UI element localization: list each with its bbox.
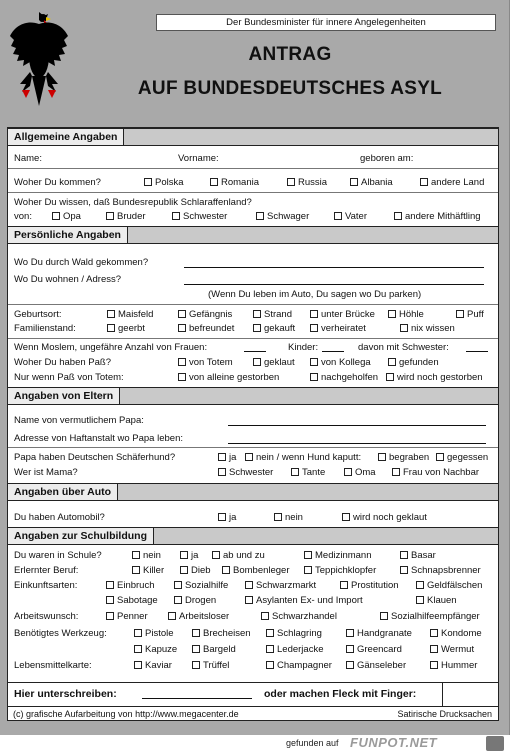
checkbox[interactable] (392, 468, 400, 476)
arbeit-option[interactable]: Penner (106, 610, 148, 623)
mascot-icon (486, 736, 504, 751)
source-option[interactable]: Schwester (172, 210, 227, 223)
signature-line[interactable] (142, 698, 252, 699)
arbeit-label: Arbeitswunsch: (14, 611, 79, 622)
hund-option[interactable]: ja (218, 451, 236, 464)
hund-option[interactable]: gegessen (436, 451, 488, 464)
section-personal-title: Persönliche Angaben (8, 227, 128, 243)
form-title-line2: AUF BUNDESDEUTSCHES ASYL (137, 78, 443, 99)
geburtsort-option[interactable]: unter Brücke (310, 308, 375, 321)
checkbox[interactable] (416, 581, 424, 589)
schule-option[interactable]: Basar (400, 549, 436, 562)
section-school (8, 527, 498, 545)
automobil-option[interactable]: nein (274, 511, 303, 524)
lebensmittel-label: Lebensmittelkarte: (14, 660, 92, 671)
checkbox[interactable] (218, 453, 226, 461)
checkbox[interactable] (310, 324, 318, 332)
beruf-option[interactable]: Killer (132, 564, 164, 577)
automobil-option[interactable]: wird noch geklaut (342, 511, 427, 524)
checkbox[interactable] (430, 645, 438, 653)
einkunft-label: Einkunftsarten: (14, 580, 78, 591)
papa-answer-line[interactable] (228, 425, 486, 426)
einkunft-option[interactable]: Prostitution (340, 579, 399, 592)
lebensmittel-option[interactable]: Hummer (430, 659, 477, 672)
source-option[interactable]: Opa (52, 210, 81, 223)
arbeit-option[interactable]: Arbeitsloser (168, 610, 229, 623)
checkbox[interactable] (400, 566, 408, 574)
checkbox[interactable] (178, 358, 186, 366)
wald-label: Wo Du durch Wald gekommen? (14, 257, 149, 268)
checkbox[interactable] (400, 324, 408, 332)
geburtsort-option[interactable]: Puff (456, 308, 484, 321)
familienstand-option[interactable]: verheiratet (310, 322, 366, 335)
automobil-option[interactable]: ja (218, 511, 236, 524)
checkbox[interactable] (245, 596, 253, 604)
hund-option[interactable]: nein / wenn Hund kaputt: (245, 451, 361, 464)
eagle-emblem-icon (8, 10, 70, 108)
werkzeug-option[interactable]: Wermut (430, 643, 474, 656)
checkbox[interactable] (172, 212, 180, 220)
werkzeug-option[interactable]: Kapuze (134, 643, 177, 656)
checkbox[interactable] (346, 629, 354, 637)
checkbox[interactable] (106, 212, 114, 220)
werkzeug-option[interactable]: Kondome (430, 627, 482, 640)
familienstand-label: Familienstand: (14, 323, 76, 334)
totem-label: Nur wenn Paß von Totem: (14, 372, 124, 383)
mama-option[interactable]: Schwester (218, 466, 273, 479)
werkzeug-option[interactable]: Brecheisen (192, 627, 251, 640)
einkunft-option[interactable]: Drogen (174, 594, 216, 607)
schule-option[interactable]: Medizinmann (304, 549, 372, 562)
checkbox[interactable] (346, 661, 354, 669)
checkbox[interactable] (378, 453, 386, 461)
schwester-answer-line[interactable] (466, 351, 488, 352)
totem-option[interactable]: nachgeholfen (310, 371, 378, 384)
hund-label: Papa haben Deutschen Schäferhund? (14, 452, 176, 463)
beruf-option[interactable]: Bombenleger (222, 564, 290, 577)
checkbox[interactable] (256, 212, 264, 220)
geburtsort-option[interactable]: Höhle (388, 308, 424, 321)
beruf-option[interactable]: Schnapsbrenner (400, 564, 481, 577)
row-separator (8, 447, 498, 448)
werkzeug-option[interactable]: Schlagring (266, 627, 322, 640)
werkzeug-option[interactable]: Greencard (346, 643, 402, 656)
section-school-title: Angaben zur Schulbildung (8, 528, 154, 544)
pass-option[interactable]: von Kollega (310, 356, 371, 369)
automobil-label: Du haben Automobil? (14, 512, 105, 523)
schwester-label: davon mit Schwester: (358, 342, 449, 353)
checkbox[interactable] (266, 629, 274, 637)
mama-label: Wer ist Mama? (14, 467, 78, 478)
checkbox[interactable] (350, 178, 358, 186)
checkbox[interactable] (430, 661, 438, 669)
checkbox[interactable] (388, 358, 396, 366)
auto-parking-note: (Wenn Du leben im Auto, Du sagen wo Du parken) (208, 289, 422, 300)
checkbox[interactable] (180, 551, 188, 559)
arbeit-option[interactable]: Sozialhilfeempfänger (380, 610, 480, 623)
section-car-title: Angaben über Auto (8, 484, 118, 500)
sign-here-label: Hier unterschreiben: (14, 688, 117, 700)
checkbox[interactable] (400, 551, 408, 559)
mama-option[interactable]: Frau von Nachbar (392, 466, 479, 479)
checkbox[interactable] (174, 581, 182, 589)
checkbox[interactable] (222, 566, 230, 574)
checkbox[interactable] (291, 468, 299, 476)
checkbox[interactable] (134, 645, 142, 653)
vorname-label: Vorname: (178, 153, 219, 164)
checkbox[interactable] (436, 453, 444, 461)
checkbox[interactable] (430, 629, 438, 637)
einkunft-option[interactable]: Klauen (416, 594, 457, 607)
source-option[interactable]: Schwager (256, 210, 309, 223)
lebensmittel-option[interactable]: Gänseleber (346, 659, 406, 672)
wissen-label: Woher Du wissen, daß Bundesrepublik Schlaraffenland? (14, 197, 252, 208)
checkbox[interactable] (386, 373, 394, 381)
kinder-label: Kinder: (288, 342, 319, 353)
form-title-line1: ANTRAG (248, 44, 332, 65)
funpot-logo[interactable]: FUNPOT.NET (350, 735, 438, 750)
pass-option[interactable]: von Totem (178, 356, 233, 369)
section-car (8, 483, 498, 501)
country-option[interactable]: Romania (210, 176, 259, 189)
checkbox[interactable] (266, 661, 274, 669)
section-parents (8, 387, 498, 405)
section-personal (8, 226, 498, 244)
checkbox[interactable] (310, 358, 318, 366)
wohnen-label: Wo Du wohnen / Adress? (14, 274, 122, 285)
familienstand-option[interactable]: geerbt (107, 322, 145, 335)
checkbox[interactable] (180, 566, 188, 574)
checkbox[interactable] (212, 551, 220, 559)
beruf-option[interactable]: Dieb (180, 564, 211, 577)
einkunft-option[interactable]: Geldfälschen (416, 579, 482, 592)
schule-option[interactable]: ab und zu (212, 549, 265, 562)
name-label: Name: (14, 153, 42, 164)
checkbox[interactable] (106, 612, 114, 620)
checkbox[interactable] (107, 324, 115, 332)
familienstand-option[interactable]: befreundet (178, 322, 234, 335)
checkbox[interactable] (456, 310, 464, 318)
arbeit-option[interactable]: Schwarzhandel (261, 610, 337, 623)
beruf-option[interactable]: Teppichklopfer (304, 564, 376, 577)
checkbox[interactable] (245, 453, 253, 461)
checkbox[interactable] (266, 645, 274, 653)
row-separator (8, 304, 498, 305)
source-option[interactable]: Vater (334, 210, 367, 223)
checkbox[interactable] (253, 358, 261, 366)
checkbox[interactable] (344, 468, 352, 476)
einkunft-option[interactable]: Asylanten Ex- und Import (245, 594, 363, 607)
checkbox[interactable] (394, 212, 402, 220)
checkbox[interactable] (245, 581, 253, 589)
lebensmittel-option[interactable]: Champagner (266, 659, 332, 672)
source-option[interactable]: andere Mithäftling (394, 210, 481, 223)
von-label: von: (14, 211, 32, 222)
frauen-answer-line[interactable] (244, 351, 266, 352)
footer-bar (0, 735, 510, 753)
found-on-label: gefunden auf (286, 738, 339, 748)
moslem-label: Wenn Moslem, ungefähre Anzahl von Frauen: (14, 342, 208, 353)
checkbox[interactable] (134, 629, 142, 637)
fingerprint-box[interactable] (442, 683, 498, 707)
familienstand-option[interactable]: gekauft (253, 322, 295, 335)
kinder-answer-line[interactable] (322, 351, 344, 352)
checkbox[interactable] (134, 661, 142, 669)
checkbox[interactable] (310, 310, 318, 318)
country-option[interactable]: Albania (350, 176, 393, 189)
mama-option[interactable]: Tante (291, 466, 325, 479)
signature-row (8, 682, 498, 706)
checkbox[interactable] (218, 513, 226, 521)
fingerprint-label: oder machen Fleck mit Finger: (264, 688, 417, 700)
country-option[interactable]: Russia (287, 176, 327, 189)
pass-label: Woher Du haben Paß? (14, 357, 111, 368)
pass-option[interactable]: geklaut (253, 356, 295, 369)
country-option[interactable]: Polska (144, 176, 184, 189)
werkzeug-label: Benötigtes Werkzeug: (14, 628, 107, 639)
checkbox[interactable] (416, 596, 424, 604)
lebensmittel-option[interactable]: Kaviar (134, 659, 172, 672)
haft-answer-line[interactable] (228, 443, 486, 444)
checkbox[interactable] (210, 178, 218, 186)
credits-left: (c) grafische Aufarbeitung von http://www.megacenter.de (13, 709, 239, 719)
checkbox[interactable] (287, 178, 295, 186)
werkzeug-option[interactable]: Pistole (134, 627, 174, 640)
checkbox[interactable] (106, 581, 114, 589)
checkbox[interactable] (178, 310, 186, 318)
checkbox[interactable] (144, 178, 152, 186)
checkbox[interactable] (304, 566, 312, 574)
geburtsort-label: Geburtsort: (14, 309, 62, 320)
einkunft-option[interactable]: Schwarzmarkt (245, 579, 316, 592)
checkbox[interactable] (342, 513, 350, 521)
geburtsort-option[interactable]: Gefängnis (178, 308, 232, 321)
checkbox[interactable] (340, 581, 348, 589)
einkunft-option[interactable]: Sabotage (106, 594, 158, 607)
credits-row (8, 706, 498, 721)
checkbox[interactable] (192, 629, 200, 637)
row-separator (8, 192, 498, 193)
country-option[interactable]: andere Land (420, 176, 484, 189)
schule-option[interactable]: nein (132, 549, 161, 562)
checkbox[interactable] (380, 612, 388, 620)
beruf-label: Erlernter Beruf: (14, 565, 79, 576)
pass-option[interactable]: gefunden (388, 356, 439, 369)
werkzeug-option[interactable]: Handgranate (346, 627, 412, 640)
wald-answer-line[interactable] (184, 267, 484, 268)
checkbox[interactable] (261, 612, 269, 620)
checkbox[interactable] (168, 612, 176, 620)
checkbox[interactable] (420, 178, 428, 186)
geboren-label: geboren am: (360, 153, 414, 164)
checkbox[interactable] (178, 324, 186, 332)
checkbox[interactable] (192, 661, 200, 669)
checkbox[interactable] (310, 373, 318, 381)
checkbox[interactable] (334, 212, 342, 220)
schule-option[interactable]: ja (180, 549, 198, 562)
source-option[interactable]: Bruder (106, 210, 146, 223)
einkunft-option[interactable]: Sozialhilfe (174, 579, 228, 592)
mama-option[interactable]: Oma (344, 466, 376, 479)
checkbox[interactable] (106, 596, 114, 604)
lebensmittel-option[interactable]: Trüffel (192, 659, 229, 672)
checkbox[interactable] (304, 551, 312, 559)
einkunft-option[interactable]: Einbruch (106, 579, 155, 592)
checkbox[interactable] (174, 596, 182, 604)
row-separator (8, 168, 498, 169)
checkbox[interactable] (132, 551, 140, 559)
checkbox[interactable] (132, 566, 140, 574)
schule-label: Du waren in Schule? (14, 550, 102, 561)
checkbox[interactable] (388, 310, 396, 318)
checkbox[interactable] (274, 513, 282, 521)
checkbox[interactable] (192, 645, 200, 653)
wohnen-answer-line[interactable] (184, 284, 484, 285)
credits-right: Satirische Drucksachen (397, 709, 492, 719)
checkbox[interactable] (178, 373, 186, 381)
geburtsort-option[interactable]: Strand (253, 308, 292, 321)
werkzeug-option[interactable]: Bargeld (192, 643, 236, 656)
checkbox[interactable] (107, 310, 115, 318)
application-form (7, 127, 499, 721)
row-separator (8, 338, 498, 339)
checkbox[interactable] (253, 324, 261, 332)
checkbox[interactable] (218, 468, 226, 476)
section-general-title: Allgemeine Angaben (8, 129, 124, 145)
totem-option[interactable]: wird noch gestorben (386, 371, 483, 384)
totem-option[interactable]: von alleine gestorben (178, 371, 279, 384)
papa-label: Name von vermutlichem Papa: (14, 415, 144, 426)
checkbox[interactable] (52, 212, 60, 220)
ministry-box: Der Bundesminister für innere Angelegenheiten (156, 14, 496, 31)
hund-option[interactable]: begraben (378, 451, 429, 464)
geburtsort-option[interactable]: Maisfeld (107, 308, 153, 321)
section-parents-title: Angaben von Eltern (8, 388, 120, 404)
section-general (8, 128, 498, 146)
checkbox[interactable] (253, 310, 261, 318)
haft-label: Adresse von Haftanstalt wo Papa leben: (14, 433, 183, 444)
checkbox[interactable] (346, 645, 354, 653)
woher-label: Woher Du kommen? (14, 177, 101, 188)
werkzeug-option[interactable]: Lederjacke (266, 643, 323, 656)
familienstand-option[interactable]: nix wissen (400, 322, 455, 335)
